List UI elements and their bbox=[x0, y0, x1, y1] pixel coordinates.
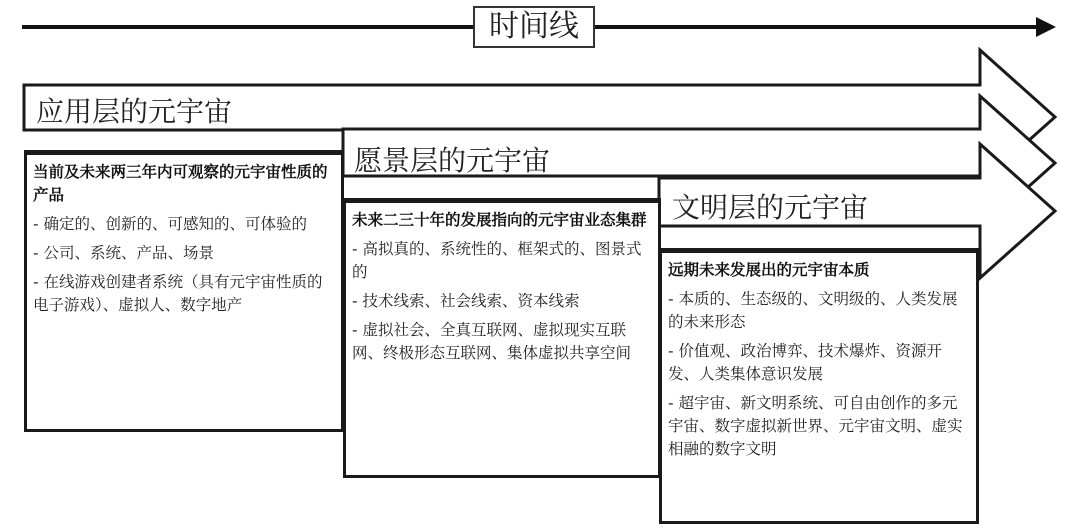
vision-layer-panel bbox=[343, 198, 661, 478]
timeline-arrowhead bbox=[1036, 17, 1056, 37]
vision-layer-item-3: - 虚拟社会、全真互联网、虚拟现实互联网、终极形态互联网、集体虚拟共享空间 bbox=[352, 321, 632, 362]
application-layer-item-3: - 在线游戏创建者系统（具有元宇宙性质的电子游戏）、虚拟人、数字地产 bbox=[33, 273, 323, 314]
vision-layer-title: 愿景层的元宇宙 bbox=[354, 144, 551, 177]
vision-layer-heading: 未来二三十年的发展指向的元宇宙业态集群 bbox=[352, 211, 647, 229]
civilization-layer-panel bbox=[659, 248, 979, 524]
civilization-layer-heading: 远期未来发展出的元宇宙本质 bbox=[668, 261, 870, 279]
application-layer-item-1: - 确定的、创新的、可感知的、可体验的 bbox=[33, 215, 308, 233]
application-layer-title: 应用层的元宇宙 bbox=[36, 95, 233, 128]
application-layer-heading: 当前及未来两三年内可观察的元宇宙性质的产品 bbox=[33, 163, 328, 204]
vision-layer-item-1: - 高拟真的、系统性的、框架式的、图景式的 bbox=[352, 240, 642, 281]
application-layer-item-2: - 公司、系统、产品、场景 bbox=[33, 244, 215, 262]
civilization-layer-item-3: - 超宇宙、新文明系统、可自由创作的多元宇宙、数字虚拟新世界、元宇宙文明、虚实相融的数字文明 bbox=[668, 394, 963, 458]
civilization-layer-item-1: - 本质的、生态级的、文明级的、人类发展的未来形态 bbox=[668, 290, 958, 331]
timeline-label: 时间线 bbox=[473, 6, 595, 48]
civilization-layer-title: 文明层的元宇宙 bbox=[672, 191, 869, 224]
application-layer-panel bbox=[24, 150, 344, 432]
civilization-layer-item-2: - 价值观、政治博弈、技术爆炸、资源开发、人类集体意识发展 bbox=[668, 342, 943, 383]
vision-layer-item-2: - 技术线索、社会线索、资本线索 bbox=[352, 292, 580, 310]
